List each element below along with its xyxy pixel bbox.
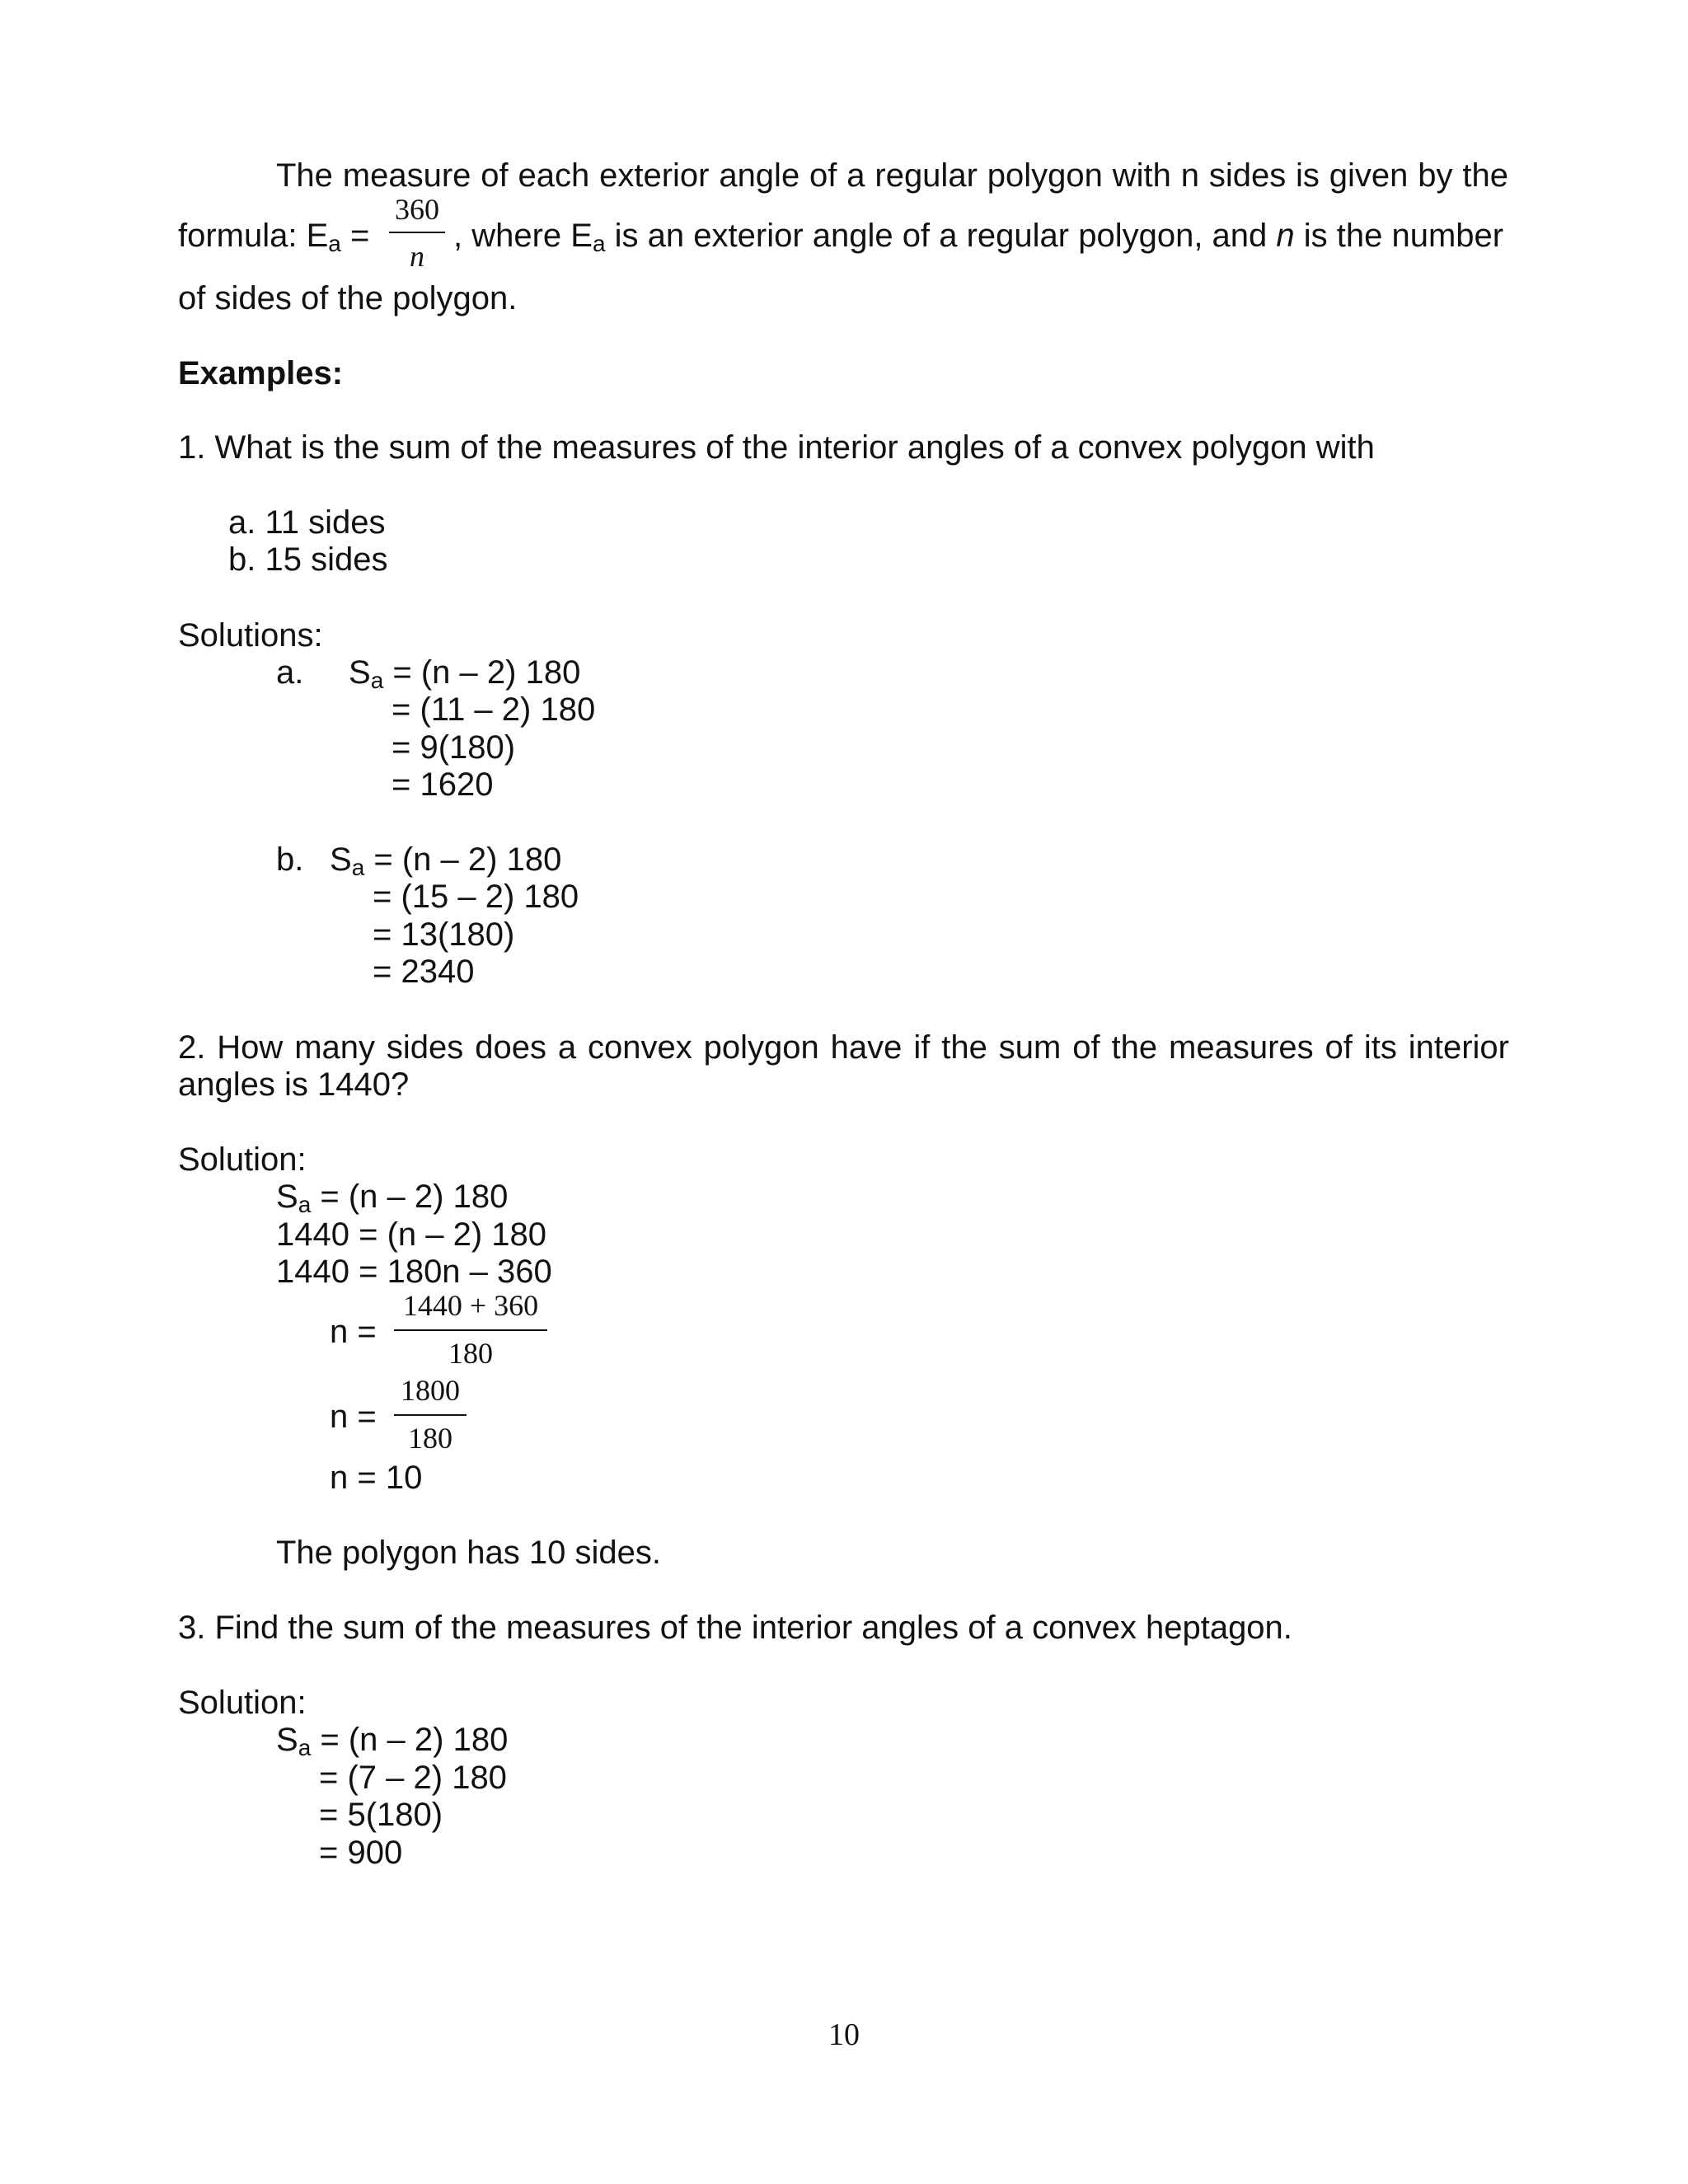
- fraction-numerator: 360: [395, 193, 439, 226]
- fraction-numerator: 1440 + 360: [402, 1289, 539, 1322]
- exterior-angle-fraction: [389, 194, 445, 274]
- sum-symbol: S: [330, 841, 352, 878]
- solution-a-label: a.: [276, 654, 304, 691]
- subscript-a: a: [298, 1192, 312, 1217]
- formula-tail-2: is the number: [1294, 218, 1504, 254]
- intro-formula-line: [178, 218, 370, 256]
- subscript-a: a: [370, 668, 384, 693]
- fraction-bar: [394, 1329, 547, 1331]
- example-2-fraction-1: [394, 1291, 547, 1370]
- example-2-question-line-2: angles is 1440?: [178, 1066, 410, 1103]
- formula-equals: =: [340, 218, 370, 254]
- example-2-question-line-1: 2. How many sides does a convex polygon have if the sum of the measures of its interior: [178, 1029, 1509, 1066]
- example-3-solution-label: Solution:: [178, 1685, 307, 1721]
- intro-formula-tail: [453, 218, 1504, 256]
- example-3-line-4: = 900: [319, 1835, 403, 1871]
- solution-a-line-3: = 9(180): [392, 729, 516, 766]
- subscript-a: a: [592, 231, 606, 256]
- fraction-numerator: 1800: [401, 1374, 460, 1407]
- solution-a-line-1: [349, 654, 581, 693]
- example-3-line-1: [276, 1722, 509, 1760]
- n-italic: n: [1276, 218, 1295, 254]
- example-1-question: 1. What is the sum of the measures of the interior angles of a convex polygon with: [178, 429, 1375, 466]
- example-3-line-2: = (7 – 2) 180: [319, 1760, 507, 1796]
- example-2-n-equals-2: n =: [330, 1399, 377, 1435]
- formula-tail-1: is an exterior angle of a regular polygon, and: [605, 218, 1277, 254]
- intro-line-1: The measure of each exterior angle of a regular polygon with n sides is given by the: [276, 157, 1508, 194]
- example-3-line-3: = 5(180): [319, 1797, 443, 1833]
- solution-a-line-2: = (11 – 2) 180: [392, 691, 596, 728]
- example-1-option-b: b. 15 sides: [228, 541, 388, 578]
- example-2-line-3: 1440 = 180n – 360: [276, 1254, 552, 1290]
- example-2-line-1: [276, 1179, 509, 1217]
- solution-b-formula: = (n – 2) 180: [364, 841, 562, 878]
- formula-mid: , where E: [453, 218, 593, 254]
- subscript-a: a: [351, 855, 365, 880]
- example-2-solution-label: Solution:: [178, 1141, 307, 1178]
- example-2-result: n = 10: [330, 1460, 423, 1496]
- intro-line-3: of sides of the polygon.: [178, 280, 518, 316]
- example-2-fraction-2: [394, 1376, 467, 1455]
- example-2-n-equals-1: n =: [330, 1314, 377, 1350]
- solution-b-line-1: [330, 841, 562, 880]
- fraction-denominator: 180: [448, 1337, 493, 1370]
- subscript-a: a: [328, 231, 341, 256]
- example-2-formula: = (n – 2) 180: [311, 1179, 509, 1215]
- formula-prefix: formula: E: [178, 218, 329, 254]
- solution-b-line-4: = 2340: [373, 954, 475, 990]
- sum-symbol: S: [349, 654, 371, 691]
- solution-a-formula: = (n – 2) 180: [383, 654, 581, 691]
- solution-b-line-2: = (15 – 2) 180: [373, 879, 579, 915]
- example-3-formula: = (n – 2) 180: [311, 1722, 509, 1758]
- fraction-denominator: 180: [408, 1422, 452, 1455]
- example-2-line-2: 1440 = (n – 2) 180: [276, 1216, 547, 1253]
- example-1-option-a: a. 11 sides: [228, 504, 386, 541]
- page-number: 10: [828, 2018, 860, 2052]
- example-3-question: 3. Find the sum of the measures of the interior angles of a convex heptagon.: [178, 1610, 1292, 1646]
- fraction-denominator: n: [410, 240, 424, 273]
- solution-b-line-3: = 13(180): [373, 916, 515, 953]
- sum-symbol: S: [276, 1722, 298, 1758]
- fraction-bar: [389, 232, 445, 233]
- example-2-conclusion: The polygon has 10 sides.: [276, 1535, 661, 1571]
- solution-a-line-4: = 1620: [392, 766, 494, 803]
- examples-heading: Examples:: [178, 355, 344, 391]
- solution-b-label: b.: [276, 841, 304, 878]
- sum-symbol: S: [276, 1179, 298, 1215]
- subscript-a: a: [298, 1735, 312, 1760]
- solutions-label: Solutions:: [178, 617, 323, 654]
- fraction-bar: [394, 1414, 467, 1416]
